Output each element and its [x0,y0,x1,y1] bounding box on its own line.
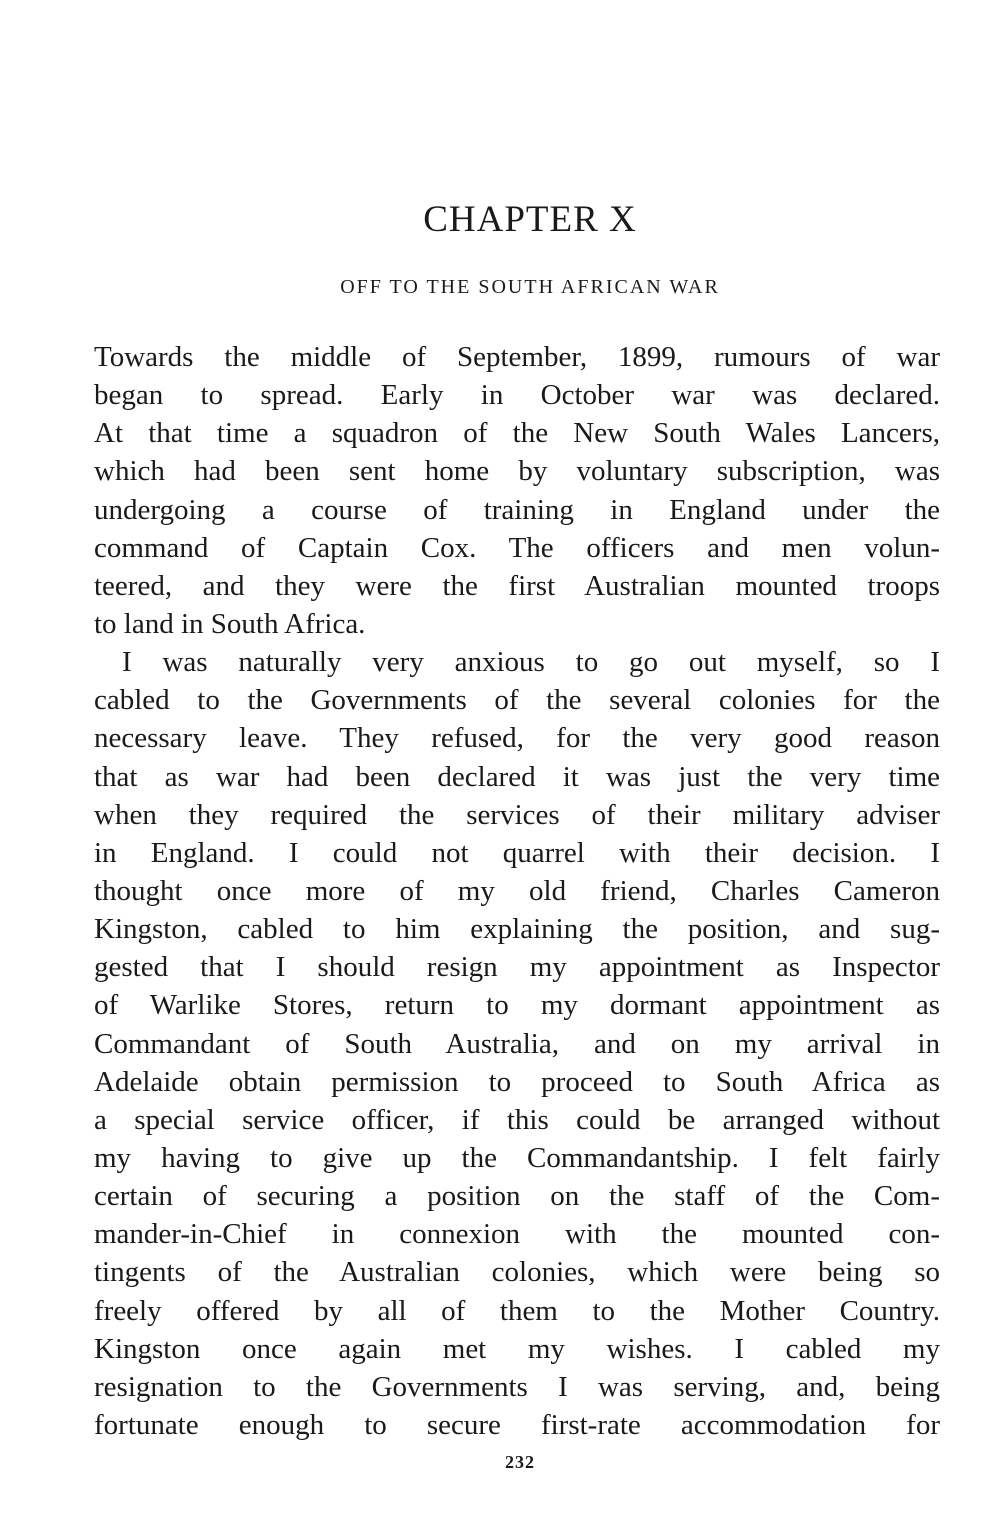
text-line: tingents of the Australian colonies, which were being so [94,1256,940,1289]
text-line: freely offered by all of them to the Mother Country. [94,1294,940,1327]
text-line: a special service officer, if this could be arranged without [94,1103,940,1136]
text-line: thought once more of my old friend, Charles Cameron [94,874,940,907]
text-line: mander-in-Chief in connexion with the mounted con- [94,1218,940,1251]
text-line: Kingston, cabled to him explaining the position, and sug- [94,913,940,946]
chapter-subtitle: OFF TO THE SOUTH AFRICAN WAR [340,276,720,298]
text-line: that as war had been declared it was just the very time [94,760,940,793]
text-line: to land in South Africa. [94,607,366,640]
text-line: fortunate enough to secure first-rate accommodation for [94,1408,940,1441]
text-line: in England. I could not quarrel with their decision. I [94,836,940,869]
body-text [94,338,940,1444]
text-line: Towards the middle of September, 1899, rumours of war [94,341,940,373]
text-line: gested that I should resign my appointment as Inspector [94,951,940,984]
text-line: resignation to the Governments I was serving, and, being [94,1370,940,1403]
text-line: At that time a squadron of the New South Wales Lancers, [94,417,940,450]
text-line: cabled to the Governments of the several colonies for the [94,684,940,717]
text-line: which had been sent home by voluntary subscription, was [94,455,940,488]
text-line: my having to give up the Commandantship. I felt fairly [94,1141,940,1174]
text-line: Adelaide obtain permission to proceed to South Africa as [94,1065,940,1098]
text-line: Commandant of South Australia, and on my arrival in [94,1027,940,1060]
text-line: undergoing a course of training in England under the [94,493,940,526]
text-line: began to spread. Early in October war was declared. [94,379,940,412]
text-line: command of Captain Cox. The officers and men volun- [94,531,940,564]
text-line: when they required the services of their military adviser [94,798,940,831]
text-line: of Warlike Stores, return to my dormant appointment as [94,989,940,1022]
text-line: teered, and they were the first Australian mounted troops [94,569,940,602]
page-number: 232 [505,1452,535,1472]
text-line: Kingston once again met my wishes. I cabled my [94,1332,940,1365]
text-line: I was naturally very anxious to go out myself, so I [122,646,940,679]
text-line: certain of securing a position on the staff of the Com- [94,1180,940,1213]
chapter-title: CHAPTER X [423,199,637,240]
text-line: necessary leave. They refused, for the very good reason [94,722,940,755]
